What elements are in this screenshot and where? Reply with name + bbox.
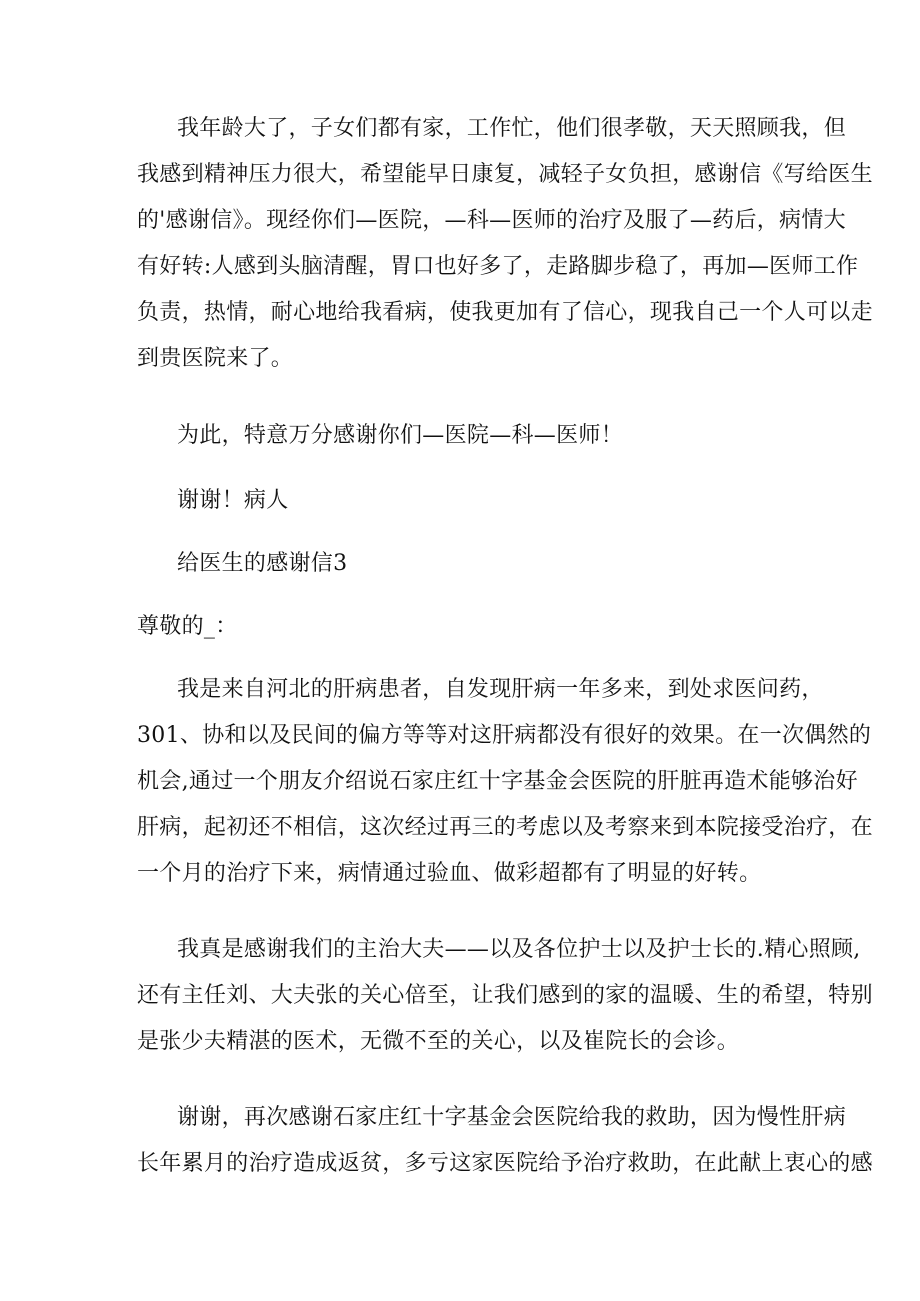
text-line: 我是来自河北的肝病患者，自发现肝病一年多来，到处求医问药， — [177, 677, 824, 702]
text-line: 还有主任刘、大夫张的关心倍至，让我们感到的家的温暖、生的希望，特别 — [137, 983, 873, 1008]
signature-line — [137, 478, 787, 524]
text-line: 是张少夫精湛的医术，无微不至的关心，以及崔院长的会诊。 — [137, 1029, 740, 1054]
salutation — [137, 604, 787, 650]
text-line: 尊敬的_： — [137, 614, 238, 639]
paragraph-5 — [137, 1095, 873, 1187]
text-line: 到贵医院来了。 — [137, 346, 294, 371]
text-line: 谢谢，再次感谢石家庄红十字基金会医院给我的救助，因为慢性肝病 — [177, 1105, 847, 1130]
text-line: 一个月的治疗下来，病情通过验血、做彩超都有了明显的好转。 — [137, 861, 762, 886]
text-line: 我感到精神压力很大，希望能早日康复，减轻子女负担，感谢信《写给医生 — [137, 162, 873, 187]
paragraph-4 — [137, 927, 873, 1065]
text-line: 机会,通过一个朋友介绍说石家庄红十字基金会医院的肝脏再造术能够治好 — [137, 769, 858, 794]
paragraph-3 — [137, 667, 873, 897]
paragraph-1 — [137, 106, 873, 382]
paragraph-2 — [137, 413, 787, 459]
text-line: 我年龄大了，子女们都有家，工作忙，他们很孝敬，天天照顾我，但 — [177, 116, 847, 141]
text-line: 有好转:人感到头脑清醒，胃口也好多了，走路脚步稳了，再加—医师工作 — [137, 254, 859, 279]
text-line: 谢谢！病人 — [177, 488, 289, 513]
text-line: 给医生的感谢信3 — [177, 551, 348, 576]
text-line: 负责，热情，耐心地给我看病，使我更加有了信心，现我自己一个人可以走 — [137, 300, 873, 325]
text-line: 肝病，起初还不相信，这次经过再三的考虑以及考察来到本院接受治疗，在 — [137, 815, 873, 840]
text-line: 我真是感谢我们的主治大夫——以及各位护士以及护士长的.精心照顾, — [177, 937, 861, 962]
text-line: 为此，特意万分感谢你们—医院—科—医师！ — [177, 423, 624, 448]
text-line: 的'感谢信》。现经你们—医院，—科—医师的治疗及服了—药后，病情大 — [137, 208, 846, 233]
text-line: 301、协和以及民间的偏方等等对这肝病都没有很好的效果。在一次偶然的 — [137, 723, 872, 748]
section-title — [137, 541, 787, 587]
text-line: 长年累月的治疗造成返贫，多亏这家医院给予治疗救助，在此献上衷心的感 — [137, 1151, 873, 1176]
